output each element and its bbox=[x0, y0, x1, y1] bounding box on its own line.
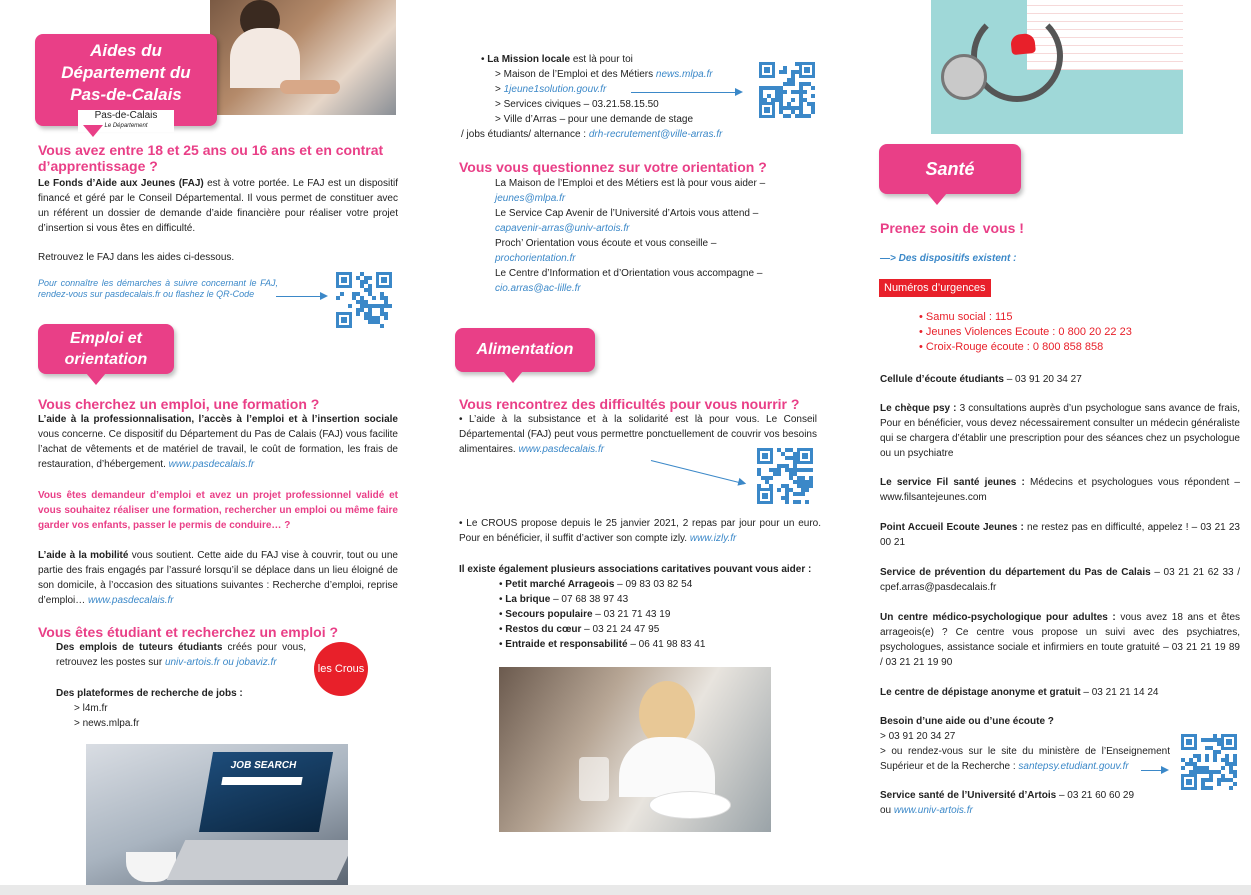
ml5-text: / jobs étudiants/ alternance : bbox=[461, 129, 589, 140]
cio-link[interactable]: cio.arras@ac-lille.fr bbox=[495, 283, 581, 294]
crous-logo bbox=[314, 642, 368, 696]
1jeune-link[interactable]: 1jeune1solution.gouv.fr bbox=[503, 84, 607, 95]
question-etudiant: Vous êtes étudiant et recherchez un emploi ? bbox=[38, 624, 339, 640]
keyboard-icon bbox=[167, 840, 348, 880]
paragraph-crous bbox=[459, 516, 821, 546]
logo-text: Pas-de-Calais bbox=[94, 110, 158, 121]
stethoscope-chestpiece-icon bbox=[941, 54, 987, 100]
centre-depistage: Le centre de dépistage anonyme et gratuit – 03 21 21 14 24 bbox=[880, 687, 1159, 698]
tag-emploi-title: Emploi et orientation bbox=[64, 330, 148, 368]
heart-icon bbox=[1010, 33, 1036, 55]
capavenir-link[interactable]: capavenir-arras@univ-artois.fr bbox=[495, 223, 630, 234]
pasdecalais-link-3[interactable]: www.pasdecalais.fr bbox=[518, 444, 605, 455]
drh-link[interactable]: drh-recrutement@ville-arras.fr bbox=[588, 129, 723, 140]
badge-urgences: Numéros d’urgences bbox=[879, 279, 991, 297]
pasdecalais-link-2[interactable]: www.pasdecalais.fr bbox=[88, 595, 174, 606]
ml2-text: > bbox=[495, 84, 504, 95]
arrow-icon bbox=[651, 460, 744, 484]
qr-code-icon[interactable] bbox=[1181, 734, 1237, 790]
point-accueil: Point Accueil Ecoute Jeunes : ne restez pas en difficulté, appelez ! – 03 21 23 00 21 bbox=[880, 522, 1240, 548]
list-plateformes bbox=[56, 686, 306, 731]
besoin-aide bbox=[880, 714, 1170, 774]
cheque-psy: Le chèque psy : 3 consultations auprès d’un psychologue sans avance de frais, Pour en bénéficier, vous devez nécessairement consulter un médecin généraliste qui se chargera d’établir une prescription pour des séances chez un psychologue ou un psychiatre bbox=[880, 403, 1240, 459]
question-age: Vous avez entre 18 et 25 ans ou 16 ans et en contrat d’apprentissage ? bbox=[38, 142, 384, 174]
associations-list bbox=[459, 577, 821, 652]
mission-text: est là pour toi bbox=[570, 54, 633, 65]
paragraph-mobilite bbox=[38, 548, 398, 608]
association-item: • Petit marché Arrageois – 09 83 03 82 54 bbox=[499, 577, 821, 592]
tuteurs-text: créés pour vous, retrouvez les postes sur bbox=[56, 642, 306, 668]
urgence-1: • Samu social : 115 bbox=[919, 311, 1013, 323]
arrow-icon bbox=[276, 296, 326, 297]
laptop-screen bbox=[199, 752, 333, 832]
crous-text: • Le CROUS propose depuis le 25 janvier 2021, 2 repas par jour pour un euro. Pour en bénéficier, il suffit d’activer son compte izly. bbox=[459, 518, 821, 544]
urgence-2: • Jeunes Violences Ecoute : 0 800 20 22 23 bbox=[919, 326, 1132, 338]
mission-bold: La Mission locale bbox=[487, 54, 571, 65]
orientation-1: La Maison de l’Emploi et des Métiers est là pour vous aider – bbox=[495, 178, 766, 189]
question-orientation: Vous vous questionnez sur votre orientation ? bbox=[459, 159, 767, 175]
univ-artois-link[interactable]: www.univ-artois.fr bbox=[893, 805, 973, 816]
qr-pattern-icon bbox=[1181, 734, 1237, 790]
qr-pattern-icon bbox=[759, 62, 815, 118]
tag-alimentation bbox=[455, 328, 595, 372]
note-faj: Pour connaître les démarches à suivre concernant le FAJ, rendez-vous sur pasdecalais.fr ou flashez le QR-Code bbox=[38, 278, 278, 299]
news-mlpa-link[interactable]: news.mlpa.fr bbox=[655, 69, 713, 80]
besoin-phone: > 03 91 20 34 27 bbox=[880, 731, 956, 742]
pro-bold: L’aide à la professionnalisation, l’accès à l’emploi et à l’insertion sociale bbox=[38, 414, 398, 425]
pas-de-calais-logo bbox=[78, 110, 174, 132]
orientation-2: Le Service Cap Avenir de l’Université d’Artois vous attend – bbox=[495, 208, 759, 219]
paragraph-faj bbox=[38, 176, 398, 236]
stethoscope-photo bbox=[931, 0, 1183, 134]
qr-pattern-icon bbox=[336, 272, 392, 328]
izly-link[interactable]: www.izly.fr bbox=[689, 533, 737, 544]
subsistance-text: • L’aide à la subsistance et à la solidarité est là pour vous. Le Conseil Départemental (FAJ) peut vous permettre ponctuellement de couvrir vos besoins alimentaires. bbox=[459, 414, 817, 455]
jobaviz-link[interactable]: univ-artois.fr ou jobaviz.fr bbox=[164, 657, 277, 668]
santepsy-link[interactable]: santepsy.etudiant.gouv.fr bbox=[1018, 761, 1129, 772]
tag-sante-title: Santé bbox=[925, 159, 975, 179]
besoin-text: > ou rendez-vous sur le site du ministère de l’Enseignement Supérieur et de la Recherche : bbox=[880, 746, 1170, 772]
faj-text: est à votre portée. Le FAJ est un dispositif financé et géré par le Conseil Départemental. Il vous permet de constituer avec un référent un dossier de demande d’aide financière pour réaliser votre projet d’insertion si vous êtes en difficulté. bbox=[38, 178, 398, 234]
cellule-ecoute: Cellule d’écoute étudiants – 03 91 20 34 27 bbox=[880, 374, 1082, 385]
mlpa-link[interactable]: > news.mlpa.fr bbox=[74, 718, 140, 729]
centre-medico: Un centre médico-psychologique pour adultes : vous avez 18 ans et êtes arrageois(e) ? Ce centre vous propose un suivi avec des psychiatres, psychologues, assistance sociale et infirmiers en toute gratuité – 03 21 21 19 89 / 03 21 21 19 90 bbox=[880, 612, 1241, 668]
ml4-text: > Ville d’Arras – pour une demande de stage bbox=[495, 114, 694, 125]
meal-photo bbox=[499, 667, 771, 832]
glass-icon bbox=[579, 757, 609, 801]
paragraph-professionnalisation bbox=[38, 412, 398, 472]
mission-locale: • La Mission locale est là pour toi > Maison de l’Emploi et des Métiers news.mlpa.fr > 1jeune1solution.gouv.fr > Services civiques – 03.21.58.15.50 > Ville d’Arras – pour une demande de stage / jobs étudiants/ alternance : drh-recrutement@ville-arras.fr bbox=[481, 52, 781, 142]
tag-aides bbox=[35, 34, 217, 129]
paragraph-demandeur: Vous êtes demandeur d’emploi et avez un projet professionnel validé et vous souhaitez réaliser une formation, rechercher un emploi ou même faire garder vos enfants, passer le permis de conduire… ? bbox=[38, 490, 398, 531]
association-item: • Restos du cœur – 03 21 24 47 95 bbox=[499, 622, 821, 637]
search-bar-icon bbox=[221, 777, 302, 785]
tag-sante bbox=[879, 144, 1021, 194]
plateformes-title: Des plateformes de recherche de jobs : bbox=[56, 688, 243, 699]
list-orientation bbox=[495, 176, 825, 296]
association-item: • La brique – 07 68 38 97 43 bbox=[499, 592, 821, 607]
tag-alimentation-title: Alimentation bbox=[476, 341, 574, 358]
qr-code-icon[interactable] bbox=[757, 448, 813, 504]
tag-emploi bbox=[38, 324, 174, 374]
tag-aides-title: Aides du Département du Pas-de-Calais bbox=[61, 41, 191, 104]
sante-subtitle: —> Des dispositifs existent : bbox=[880, 253, 1017, 264]
l4m-link[interactable]: > l4m.fr bbox=[74, 703, 108, 714]
list-associations bbox=[459, 562, 821, 652]
sante-title: Prenez soin de vous ! bbox=[880, 220, 1024, 236]
qr-code-icon[interactable] bbox=[336, 272, 392, 328]
shirt-icon bbox=[230, 28, 300, 88]
pasdecalais-link[interactable]: www.pasdecalais.fr bbox=[168, 459, 255, 470]
stethoscope-icon bbox=[971, 10, 1063, 102]
qr-pattern-icon bbox=[757, 448, 813, 504]
list-tuteurs bbox=[56, 640, 306, 670]
handshake-photo bbox=[210, 0, 396, 115]
laptop-photo bbox=[86, 744, 348, 885]
shirt-icon bbox=[619, 737, 715, 797]
mobilite-text: vous soutient. Cette aide du FAJ vise à couvrir, tout ou une partie des frais engagés par l’assuré lorsqu’il se déplace dans un lieu éloigné de son domicile, à l’occasion des situations suivantes : Recherche d’emploi, reprise d’emploi… bbox=[38, 550, 398, 606]
urgence-3: • Croix-Rouge écoute : 0 800 858 858 bbox=[919, 341, 1104, 353]
crous-text: les Crous bbox=[317, 663, 365, 675]
column-sante bbox=[875, 0, 1245, 885]
pro-text: vous concerne. Ce dispositif du Département du Pas de Calais (FAJ) vous facilite l’achat de vêtements et de matériel de travail, le coût de formation, les frais de restauration, d’hébergement. bbox=[38, 429, 398, 470]
prochorientation-link[interactable]: prochorientation.fr bbox=[495, 253, 576, 264]
mobilite-bold: L’aide à la mobilité bbox=[38, 550, 129, 561]
service-prevention: Service de prévention du département du Pas de Calais – 03 21 21 62 33 / cpef.arras@pasdecalais.fr bbox=[880, 567, 1240, 593]
service-sante-univ: Service santé de l’Université d’Artois – 03 21 60 60 29 ou www.univ-artois.fr bbox=[880, 790, 1135, 816]
associations-title: Il existe également plusieurs associations caritatives pouvant vous aider : bbox=[459, 564, 812, 575]
list-urgences bbox=[919, 310, 1219, 355]
column-aides bbox=[30, 0, 400, 885]
faj-bold: Le Fonds d’Aide aux Jeunes (FAJ) bbox=[38, 178, 204, 189]
question-nourrir: Vous rencontrez des difficultés pour vous nourrir ? bbox=[459, 396, 800, 412]
arrow-icon bbox=[631, 92, 741, 93]
arrow-icon bbox=[1141, 770, 1167, 771]
ml1-text: > Maison de l’Emploi et des Métiers bbox=[495, 69, 656, 80]
qr-code-icon[interactable] bbox=[759, 62, 815, 118]
column-orientation bbox=[455, 0, 825, 885]
logo-subtext: Le Département bbox=[104, 123, 148, 129]
handshake-icon bbox=[280, 80, 340, 94]
question-emploi: Vous cherchez un emploi, une formation ? bbox=[38, 396, 320, 412]
plate-icon bbox=[649, 791, 731, 819]
association-item: • Entraide et responsabilité – 06 41 98 83 41 bbox=[499, 637, 821, 652]
association-item: • Secours populaire – 03 21 71 43 19 bbox=[499, 607, 821, 622]
fil-sante-jeunes: Le service Fil santé jeunes : Médecins et psychologues vous répondent – www.filsantejeunes.com bbox=[880, 477, 1240, 503]
jeunes-mlpa-link[interactable]: jeunes@mlpa.fr bbox=[495, 193, 566, 204]
ml3-text: > Services civiques – 03.21.58.15.50 bbox=[495, 99, 659, 110]
job-search-text: JOB SEARCH bbox=[229, 760, 298, 771]
orientation-3: Proch’ Orientation vous écoute et vous conseille – bbox=[495, 238, 717, 249]
orientation-4: Le Centre d’Information et d’Orientation vous accompagne – bbox=[495, 268, 763, 279]
besoin-title: Besoin d’une aide ou d’une écoute ? bbox=[880, 716, 1054, 727]
tuteurs-bold: Des emplois de tuteurs étudiants bbox=[56, 642, 223, 653]
paragraph-retrouvez: Retrouvez le FAJ dans les aides ci-dessous. bbox=[38, 252, 235, 263]
